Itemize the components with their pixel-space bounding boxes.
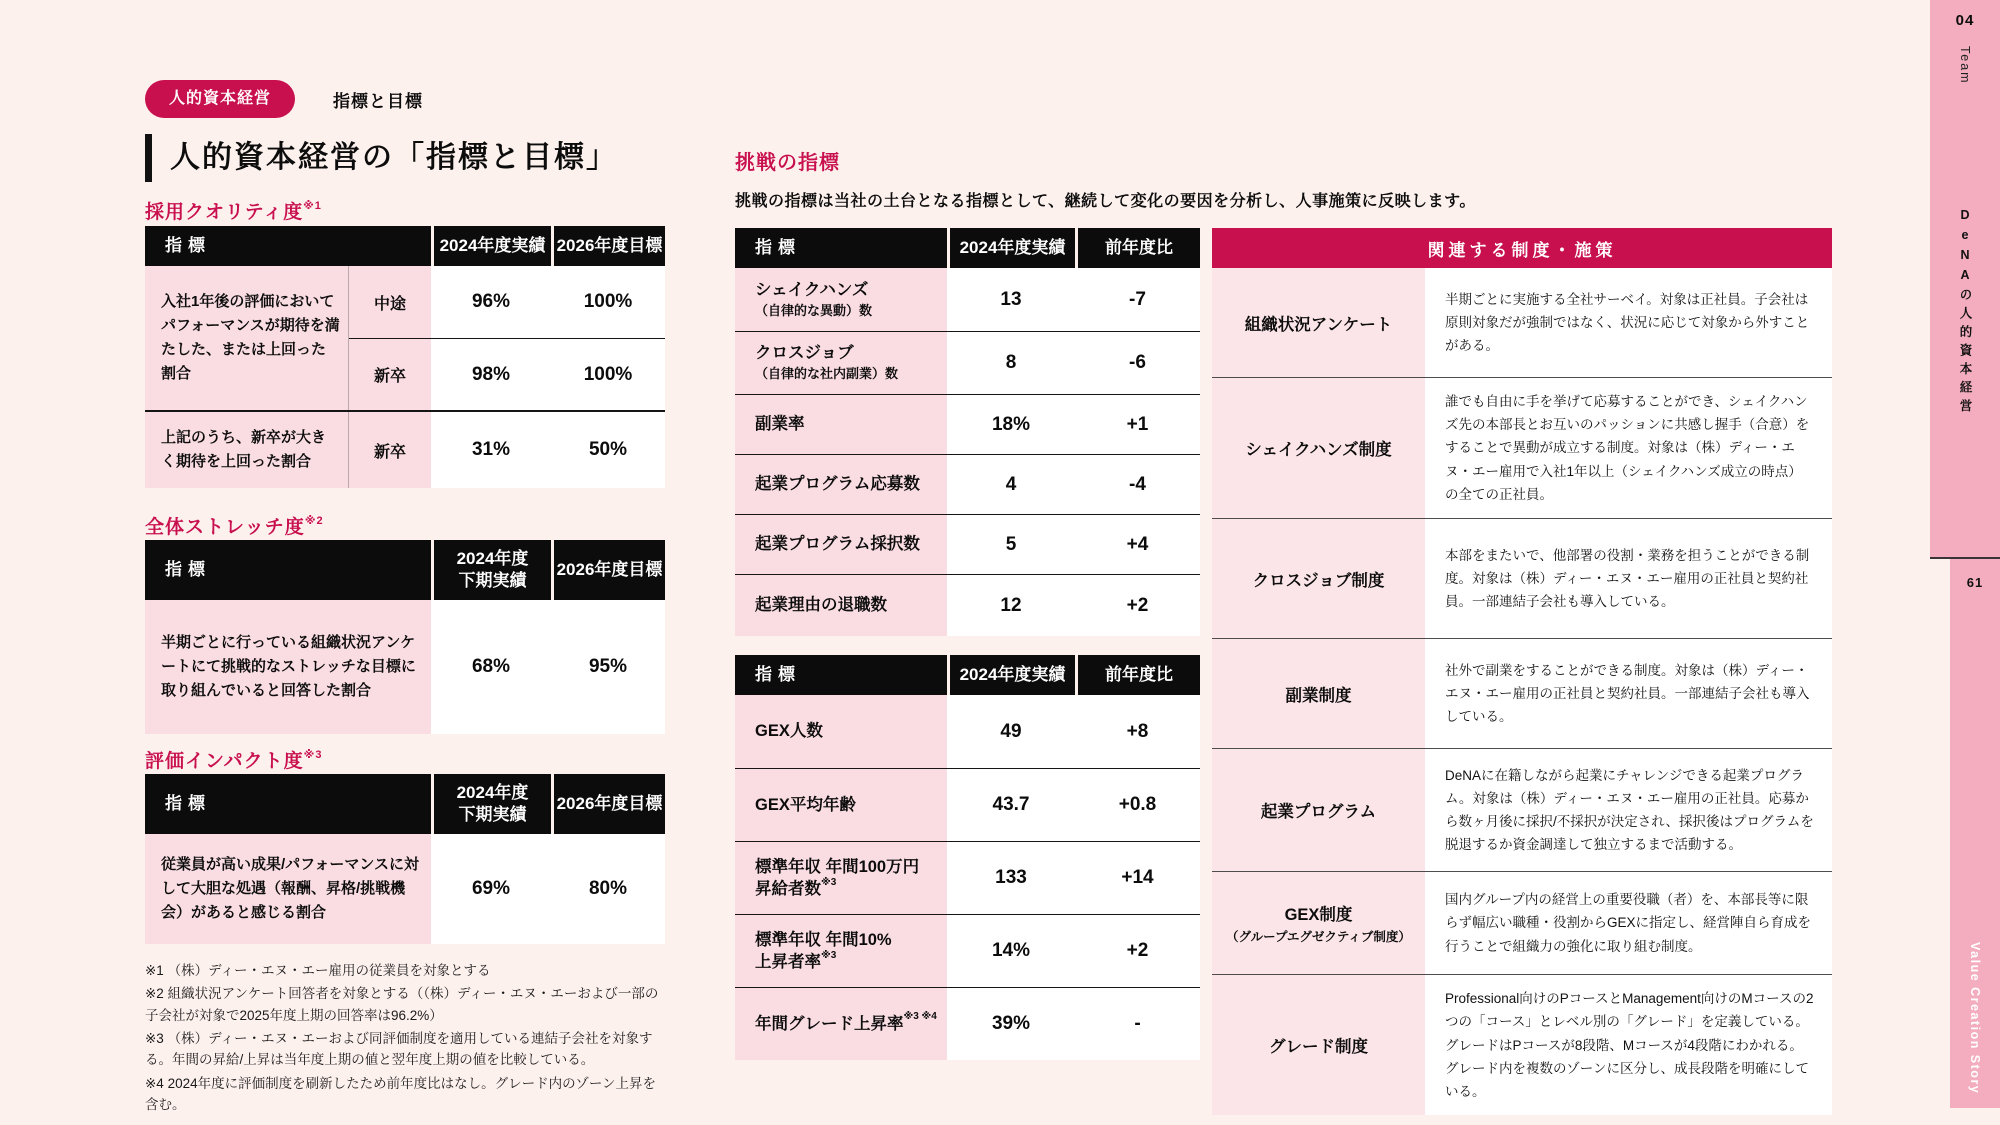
table-header-row: [145, 540, 665, 600]
program-description: 国内グループ内の経営上の重要役職（者）を、本部長等に限らず幅広い職種・役割からGEXに指定し、経営陣自ら育成を行うことで組織力の強化に取り組む制度。: [1425, 872, 1832, 974]
value-yoy: +8: [1075, 695, 1200, 768]
header-line1: 2024年度: [456, 548, 529, 568]
heading-text: 評価インパクト度: [145, 751, 304, 772]
header-line2: 下期実績: [458, 805, 527, 824]
heading-text: 全体ストレッチ度: [145, 517, 305, 538]
col-header-fy2026: 2026年度目標: [551, 774, 665, 834]
footnotes: [145, 960, 667, 1117]
heading-text: 採用クオリティ度: [145, 202, 304, 223]
value-fy2024: 13: [947, 268, 1075, 331]
value-fy2024: 14%: [947, 915, 1075, 987]
title-row: [145, 134, 618, 182]
indicator-label: 入社1年後の評価においてパフォーマンスが期待を満たした、または上回った割合: [145, 266, 349, 410]
header-line2: 下期実績: [458, 571, 527, 590]
table-row: [1212, 638, 1832, 748]
value-yoy: -6: [1075, 332, 1200, 394]
table-row: [145, 834, 665, 944]
col-header-fy2024h2: [431, 540, 551, 600]
table-row: [735, 841, 1200, 914]
value-yoy: -: [1075, 988, 1200, 1060]
indicator-label: GEX人数: [735, 695, 947, 768]
program-description: DeNAに在籍しながら起業にチャレンジできる起業プログラム。対象は（株）ディー・エヌ・エー雇用の正社員。応募から数ヶ月後に採択/不採択が決定され、採択後はプログラムを脱退するか資金調達して独立するまで活動する。: [1425, 749, 1832, 871]
header-line1: 2024年度: [456, 782, 529, 802]
value-fy2024: 98%: [431, 338, 551, 410]
title-accent-bar: [145, 134, 152, 182]
heading-footnote-ref: ※2: [304, 514, 324, 527]
value-fy2024: 49: [947, 695, 1075, 768]
related-programs-header: 関連する制度・施策: [1212, 228, 1832, 268]
program-name: クロスジョブ制度: [1212, 519, 1425, 638]
value-fy2024: 43.7: [947, 769, 1075, 841]
col-header-fy2026: 2026年度目標: [551, 226, 665, 266]
footnote-2: ※2 組織状況アンケート回答者を対象とする（（株）ディー・エヌ・エーおよび一部の子会社が対象で2025年度上期の回答率は96.2%）: [145, 986, 659, 1023]
page-header-label: 指標と目標: [333, 91, 424, 111]
table-row: [1212, 871, 1832, 974]
indicator-label: 標準年収 年間10% 上昇者率$^{※3}$: [735, 915, 947, 987]
col-header-indicator: 指標: [145, 774, 431, 834]
value-yoy: +14: [1075, 842, 1200, 914]
footnote-4: ※4 2024年度に評価制度を刷新したため前年度比はなし。グレード内のゾーン上昇を含む。: [145, 1075, 657, 1112]
heading-footnote-ref: ※1: [303, 199, 322, 212]
indicator-label: 起業理由の退職数: [735, 575, 947, 636]
related-programs-table: [1212, 228, 1832, 1115]
section-heading-challenge: 挑戦の指標: [735, 152, 840, 174]
value-fy2024: 4: [947, 455, 1075, 514]
indicator-label: GEX平均年齢: [735, 769, 947, 841]
sidebar-bottom-tab[interactable]: [1950, 559, 2000, 1108]
col-header-indicator: 指標: [735, 655, 947, 695]
value-fy2026: 95%: [551, 600, 665, 734]
value-yoy: -4: [1075, 455, 1200, 514]
col-header-fy2026: 2026年度目標: [551, 540, 665, 600]
indicator-label: 年間グレード上昇率$^{※3 ※4}$: [735, 988, 947, 1060]
stretch-table: [145, 540, 665, 734]
footnote-1: ※1 （株）ディー・エヌ・エー雇用の従業員を対象とする: [145, 963, 491, 978]
sidebar-chapter-title: DeNAの人的資本経営: [1958, 208, 1972, 418]
category-badge: 人的資本経営: [145, 80, 295, 118]
value-yoy: -7: [1075, 268, 1200, 331]
program-name: シェイクハンズ制度: [1212, 378, 1425, 518]
value-fy2026: 100%: [551, 266, 665, 338]
col-header-yoy: 前年度比: [1075, 655, 1200, 695]
indicator-label: 半期ごとに行っている組織状況アンケートにて挑戦的なストレッチな目標に取り組んでいると回答した割合: [145, 600, 431, 734]
indicator-label: 副業率: [735, 395, 947, 454]
table-row: [735, 574, 1200, 636]
program-description: 社外で副業をすることができる制度。対象は（株）ディー・エヌ・エー雇用の正社員と契約社員。一部連結子会社も導入している。: [1425, 639, 1832, 748]
section-heading-stretch: [145, 512, 324, 539]
table-group-row: [145, 266, 665, 410]
indicator-label: シェイクハンズ （自律的な異動）数: [735, 268, 947, 331]
value-fy2026: 80%: [551, 834, 665, 944]
table-row: [1212, 268, 1832, 377]
table-row: [735, 454, 1200, 514]
table-row: [1212, 518, 1832, 638]
value-fy2024: 31%: [431, 412, 551, 488]
col-header-fy2024h2: [431, 774, 551, 834]
indicator-label: 起業プログラム応募数: [735, 455, 947, 514]
table-row: [735, 768, 1200, 841]
table-row: [1212, 974, 1832, 1115]
indicator-label: 標準年収 年間100万円 昇給者数$^{※3}$: [735, 842, 947, 914]
table-row: [735, 331, 1200, 394]
col-header-indicator: 指標: [145, 540, 431, 600]
table-row: [735, 394, 1200, 454]
table-row: [1212, 748, 1832, 871]
table-header-row: [735, 228, 1200, 268]
table-row: [145, 600, 665, 734]
indicator-label: 起業プログラム採択数: [735, 515, 947, 574]
value-fy2024: 68%: [431, 600, 551, 734]
value-fy2024: 5: [947, 515, 1075, 574]
recruit-quality-table: [145, 226, 665, 488]
value-fy2024: 69%: [431, 834, 551, 944]
program-name: 起業プログラム: [1212, 749, 1425, 871]
sub-label: 新卒: [349, 412, 431, 488]
program-description: 半期ごとに実施する全社サーベイ。対象は正社員。子会社は原則対象だが強制ではなく、状況に応じて対象から外すことがある。: [1425, 268, 1832, 377]
value-fy2024: 133: [947, 842, 1075, 914]
table-row: [735, 268, 1200, 331]
section-heading-recruit-quality: [145, 197, 322, 224]
table-row: [735, 514, 1200, 574]
col-header-fy2024: 2024年度実績: [947, 228, 1075, 268]
indicator-label: クロスジョブ （自律的な社内副業）数: [735, 332, 947, 394]
page-number: 61: [1966, 575, 1984, 590]
sidebar-section-tab[interactable]: [1930, 0, 2000, 557]
eval-impact-table: [145, 774, 665, 944]
challenge-table-2: [735, 655, 1200, 1060]
sidebar-bottom-tab-label: Value Creation Story: [1968, 941, 1982, 1094]
page-title: 人的資本経営の「指標と目標」: [170, 141, 618, 174]
value-fy2024: 8: [947, 332, 1075, 394]
table-row: [735, 987, 1200, 1060]
value-fy2024: 96%: [431, 266, 551, 338]
value-fy2026: 50%: [551, 412, 665, 488]
program-name: GEX制度 （グループエグゼクティブ制度）: [1212, 872, 1425, 974]
table-header-row: [145, 226, 665, 266]
sidebar-section-name: Team: [1958, 46, 1972, 85]
table-row: [145, 410, 665, 488]
value-yoy: +1: [1075, 395, 1200, 454]
table-row: [1212, 377, 1832, 518]
indicator-label: 従業員が高い成果/パフォーマンスに対して大胆な処遇（報酬、昇格/挑戦機会）があると感じる割合: [145, 834, 431, 944]
footnote-3: ※3 （株）ディー・エヌ・エーおよび同評価制度を適用している連結子会社を対象する。年間の昇給/上昇は当年度上期の値と翌年度上期の値を比較している。: [145, 1030, 653, 1068]
col-header-fy2024: 2024年度実績: [431, 226, 551, 266]
sidebar-section-number: 04: [1955, 12, 1975, 29]
program-name: グレード制度: [1212, 975, 1425, 1115]
value-fy2024: 12: [947, 575, 1075, 636]
program-name: 組織状況アンケート: [1212, 268, 1425, 377]
col-header-indicator: 指標: [735, 228, 947, 268]
value-fy2024: 39%: [947, 988, 1075, 1060]
heading-footnote-ref: ※3: [303, 748, 323, 761]
value-fy2024: 18%: [947, 395, 1075, 454]
challenge-table-1: [735, 228, 1200, 636]
indicator-label: 上記のうち、新卒が大きく期待を上回った割合: [145, 412, 349, 488]
col-header-fy2024: 2024年度実績: [947, 655, 1075, 695]
value-yoy: +0.8: [1075, 769, 1200, 841]
value-yoy: +4: [1075, 515, 1200, 574]
program-description: Professional向けのPコースとManagement向けのMコースの2つの「コース」とレベル別の「グレード」を定義している。グレードはPコースが8段階、Mコースが4段階にわかれる。グレード内を複数のゾーンに区分し、成長段階を明確にしている。: [1425, 975, 1832, 1115]
page-header: [145, 80, 423, 118]
program-description: 本部をまたいで、他部署の役割・業務を担うことができる制度。対象は（株）ディー・エヌ・エー雇用の正社員と契約社員。一部連結子会社も導入している。: [1425, 519, 1832, 638]
table-header-row: [735, 655, 1200, 695]
program-name: 副業制度: [1212, 639, 1425, 748]
program-description: 誰でも自由に手を挙げて応募することができ、シェイクハンズ先の本部長とお互いのパッションに共感し握手（合意）をすることで異動が成立する制度。対象は（株）ディー・エヌ・エー雇用で入社1年以上（シェイクハンズ成立の時点）の全ての正社員。: [1425, 378, 1832, 518]
sub-label: 中途: [349, 266, 431, 338]
value-yoy: +2: [1075, 575, 1200, 636]
value-yoy: +2: [1075, 915, 1200, 987]
challenge-intro: 挑戦の指標は当社の土台となる指標として、継続して変化の要因を分析し、人事施策に反映します。: [735, 193, 1476, 210]
col-header-yoy: 前年度比: [1075, 228, 1200, 268]
col-header-indicator: 指標: [145, 226, 431, 266]
section-heading-eval-impact: [145, 746, 322, 773]
table-header-row: [145, 774, 665, 834]
table-row: [735, 695, 1200, 768]
value-fy2026: 100%: [551, 338, 665, 410]
sub-label: 新卒: [349, 338, 431, 410]
table-row: [735, 914, 1200, 987]
